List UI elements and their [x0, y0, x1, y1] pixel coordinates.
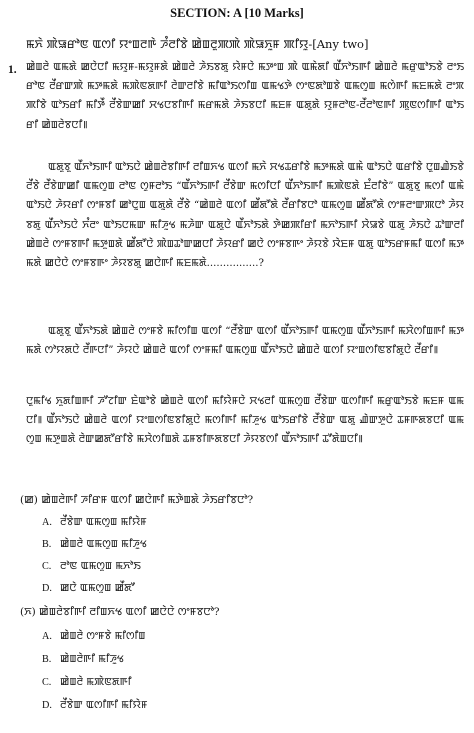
option-label: D.	[42, 583, 52, 594]
passage-paragraph-2: ꯑꯗꯨꯕꯨ ꯑꯩꯈꯣꯏꯒꯤ ꯑꯣꯏꯅꯥ ꯀꯥꯡꯂꯥꯕꯤꯒꯤ ꯂꯤꯡꯈꯠ ꯑꯁꯤ ꯃꯈꯥ ꯆꯠꯊꯔꯤꯕꯥ ꯃꯇꯃꯗꯥ ꯑꯃꯥ ꯑꯣꯏꯅꯥ ꯑꯔꯤꯕꯥ ꯅꯨꯡꯉꯥꯏꯕꯥ ꯂꯩꯕꯥ ꯂꯩꯕꯥꯛꯀꯤ ꯑꯃꯁꯨꯡ ꯂꯣꯟ ꯁꯨꯝꯂꯣꯏ “ꯑꯩꯈꯣꯏꯒꯤ ꯂꯩꯕꯥꯛ ꯃꯁꯤꯅꯤ ꯑꯩꯈꯣꯏꯒꯤ ꯃꯄꯥꯟꯗꯥ ꯐꯪꯂꯤꯕꯥ” ꯑꯗꯨꯕꯨ ꯃꯁꯤ ꯑꯃꯥ ꯑꯣꯏꯅꯥ ꯍꯥꯌꯔꯤ ꯁꯦꯝꯕꯤ ꯀꯣꯅꯨꯡ ꯑꯗꯨꯗꯥ ꯂꯩꯕꯥ “ꯀꯥꯡꯂꯥ ꯑꯁꯤ ꯀꯩꯗꯧꯗꯥ ꯂꯩꯔꯤꯕꯅꯣ ꯑꯃꯁꯨꯡ ꯀꯩꯗꯧꯗꯥ ꯁꯦꯝꯂꯦꯛꯄꯅꯣ ꯍꯥꯌꯕꯗꯨ ꯑꯩꯈꯣꯏꯅꯥ ꯈꯪꯂꯦ ꯑꯣꯏꯅꯃꯛ ꯃꯤꯍꯨꯠ ꯃꯍꯥꯛ ꯑꯗꯨꯅꯥ ꯑꯩꯈꯣꯏꯗꯥ ꯇꯥꯀꯄꯤꯔꯤ ꯃꯈꯣꯏꯒꯤ ꯆꯥꯎꯕꯥ ꯑꯗꯨ ꯍꯥꯏꯅꯥ ꯊꯣꯛꯂꯤ ꯀꯥꯡꯂꯥ ꯁꯦꯝꯕꯒꯤ ꯃꯇꯨꯡꯗꯥ ꯀꯩꯗꯧꯅꯥ ꯄꯥꯡꯊꯣꯛꯀꯅꯤ ꯍꯥꯌꯔꯤ ꯀꯅꯥ ꯁꯦꯝꯕꯒꯦ ꯍꯥꯌꯕꯥ ꯋꯥꯐꯝ ꯑꯗꯨ ꯑꯣꯏꯔꯝꯃꯤ ꯑꯁꯤ ꯃꯇꯃꯗꯥ ꯀꯅꯥꯅꯥ ꯁꯦꯝꯕꯒꯦ ꯍꯥꯌꯕꯗꯨ ꯀꯅꯥꯒꯤ ꯃꯐꯃꯗꯥ................?	[26, 162, 464, 270]
subquestion-1	[20, 493, 253, 507]
subquestion-2-option-c[interactable]	[42, 675, 131, 689]
subquestion-1-option-a[interactable]	[42, 515, 147, 529]
subquestion-1-option-c[interactable]	[42, 559, 141, 573]
question-number: 1.	[8, 64, 17, 76]
subquestion-2-number: (ꯈ)	[20, 606, 36, 618]
passage-paragraph-1: ꯀꯥꯡꯂꯥ ꯑꯃꯗꯥ ꯀꯅꯥꯅꯤ ꯃꯌꯨꯝ-ꯃꯌꯨꯝꯗꯥ ꯀꯥꯡꯂꯥ ꯍꯥꯏꯕꯗꯨ ꯌꯥꯝꯅꯥ ꯃꯇꯦꯡ ꯄꯥ ꯑꯃꯥꯗꯤ ꯑꯩꯈꯣꯏꯒꯤ ꯀꯥꯡꯂꯥ ꯃꯔꯨꯑꯣꯏꯕꯥ ꯂꯦꯏꯔꯣꯟ ꯂꯩꯔꯛꯄꯥ ꯃꯇꯃꯗꯥ ꯃꯄꯥꯟꯗꯒꯤ ꯂꯥꯛꯂꯤꯕꯥ ꯃꯤꯑꯣꯏꯁꯤꯡ ꯑꯃꯠꯇꯥ ꯁꯦꯟꯗꯣꯡꯕꯥ ꯑꯃꯁꯨꯡ ꯃꯁꯥꯒꯤ ꯃꯐꯃꯗꯥ ꯂꯦꯞꯄꯤꯕꯥ ꯑꯣꯏꯔꯤ ꯃꯤꯇꯩ ꯂꯩꯕꯥꯛꯀꯤ ꯆꯠꯅꯕꯤꯒꯤ ꯃꯔꯃꯗꯥ ꯍꯥꯏꯕꯅꯤ ꯃꯐꯝ ꯑꯗꯨꯗꯥ ꯌꯨꯝꯂꯣꯟ-ꯂꯩꯂꯣꯟꯒꯤ ꯄꯨꯟꯁꯤꯒꯤ ꯑꯣꯏꯔꯤ ꯀꯥꯡꯂꯥꯕꯅꯤ꯫	[26, 62, 464, 131]
option-label: C.	[42, 677, 52, 688]
option-label: A.	[42, 517, 52, 528]
subquestion-1-number: (ꯀ)	[20, 494, 38, 506]
subquestion-1-option-d[interactable]	[42, 581, 135, 595]
option-text: ꯂꯩꯕꯥꯛ ꯑꯃꯁꯨꯡ ꯃꯤꯌꯥꯝ	[60, 517, 147, 528]
option-label: C.	[42, 561, 52, 572]
passage-paragraph-3: ꯑꯗꯨꯕꯨ ꯑꯩꯈꯣꯏꯗꯥ ꯀꯥꯡꯂꯥ ꯁꯦꯝꯕꯥ ꯃꯤꯁꯤꯡ ꯑꯁꯤ “ꯂꯩꯕꯥꯛ ꯑꯁꯤ ꯑꯩꯈꯣꯏꯒꯤ ꯑꯃꯁꯨꯡ ꯑꯩꯈꯣꯏꯒꯤ ꯃꯆꯥꯁꯤꯡꯒꯤ ꯃꯇꯃꯗꯥ ꯁꯣꯌꯗꯅꯥ ꯂꯩꯒꯅꯤ” ꯍꯥꯌꯅꯥ ꯀꯥꯡꯂꯥ ꯑꯁꯤ ꯁꯦꯝꯃꯤ ꯑꯃꯁꯨꯡ ꯑꯩꯈꯣꯏꯅꯥ ꯀꯥꯡꯂꯥ ꯑꯁꯤ ꯌꯦꯡꯁꯤꯟꯕꯤꯗꯨꯅꯥ ꯂꯩꯔꯤ꯫	[26, 326, 464, 357]
section-title: SECTION: A [10 Marks]	[170, 6, 304, 20]
option-label: A.	[42, 631, 52, 642]
subquestion-2-option-b[interactable]	[42, 652, 124, 666]
instruction-line: ꯃꯈꯥ ꯄꯥꯎꯔꯣꯟ ꯑꯁꯤ ꯌꯦꯡꯂꯒꯥ ꯍꯪꯂꯤꯕꯥ ꯀꯥꯡꯂꯨꯄꯄꯥ ꯄꯥꯎꯈꯨꯝ ꯄꯤꯌꯨ-[Any two]	[26, 37, 369, 51]
option-text: ꯀꯥꯡꯂꯥ ꯑꯃꯁꯨꯡ ꯃꯤꯍꯨꯠ	[60, 539, 147, 550]
passage-paragraph-4: ꯅꯨꯃꯤꯠ ꯈꯨꯗꯤꯡꯒꯤ ꯍꯧꯖꯤꯛ ꯐꯥꯑꯣꯕꯥ ꯀꯥꯡꯂꯥ ꯑꯁꯤ ꯃꯤꯌꯥꯝꯅꯥ ꯆꯠꯂꯤ ꯑꯃꯁꯨꯡ ꯂꯩꯕꯥꯛ ꯑꯁꯤꯒꯤ ꯃꯔꯨꯑꯣꯏꯕꯥ ꯃꯐꯝ ꯑꯃꯅꯤ꯫ ꯑꯩꯈꯣꯏꯅꯥ ꯀꯥꯡꯂꯥ ꯑꯁꯤ ꯌꯦꯡꯁꯤꯟꯕꯤꯗꯨꯅꯥ ꯃꯁꯤꯒꯤ ꯃꯤꯍꯨꯠ ꯑꯣꯏꯔꯤꯕꯥ ꯂꯩꯕꯥꯛ ꯑꯗꯨ ꯉꯥꯛꯇꯨꯅꯥ ꯊꯝꯒꯗꯕꯅꯤ ꯑꯃꯁꯨꯡ ꯃꯇꯨꯡꯗꯥ ꯂꯥꯛꯀꯗꯧꯔꯤꯕꯥ ꯃꯆꯥꯁꯤꯡꯗꯥ ꯊꯝꯕꯤꯒꯗꯕꯅꯤ ꯍꯥꯌꯕꯁꯤ ꯑꯩꯈꯣꯏꯒꯤ ꯊꯧꯗꯥꯡꯅꯤ꯫	[26, 396, 464, 446]
option-label: B.	[42, 539, 52, 550]
option-label: D.	[42, 700, 52, 711]
subquestion-1-option-b[interactable]	[42, 537, 147, 551]
subquestion-2-text: ꯀꯥꯡꯂꯥꯕꯤꯒꯤ ꯂꯤꯡꯈꯠ ꯑꯁꯤ ꯀꯅꯥꯅꯥ ꯁꯦꯝꯕꯅꯣ?	[39, 606, 220, 618]
option-text: ꯀꯅꯥ ꯑꯃꯁꯨꯡ ꯀꯩꯗꯧ	[60, 583, 135, 594]
option-text: ꯂꯩꯕꯥꯛ ꯑꯁꯤꯒꯤ ꯃꯤꯌꯥꯝ	[60, 700, 148, 711]
subquestion-2	[20, 605, 220, 619]
option-text: ꯂꯣꯟ ꯑꯃꯁꯨꯡ ꯃꯈꯣꯏ	[60, 561, 141, 572]
option-text: ꯀꯥꯡꯂꯥꯒꯤ ꯃꯤꯍꯨꯠ	[60, 654, 124, 665]
option-text: ꯀꯥꯡꯂꯥ ꯁꯦꯝꯕꯥ ꯃꯤꯁꯤꯡ	[60, 631, 146, 642]
subquestion-2-option-a[interactable]	[42, 629, 145, 643]
option-text: ꯀꯥꯡꯂꯥ ꯃꯄꯥꯟꯗꯒꯤ	[60, 677, 132, 688]
option-label: B.	[42, 654, 52, 665]
subquestion-2-option-d[interactable]	[42, 698, 147, 712]
subquestion-1-text: ꯀꯥꯡꯂꯥꯒꯤ ꯍꯤꯔꯝ ꯑꯁꯤ ꯀꯅꯥꯒꯤ ꯃꯇꯥꯡꯗꯥ ꯍꯥꯏꯔꯤꯕꯅꯣ?	[41, 494, 254, 506]
